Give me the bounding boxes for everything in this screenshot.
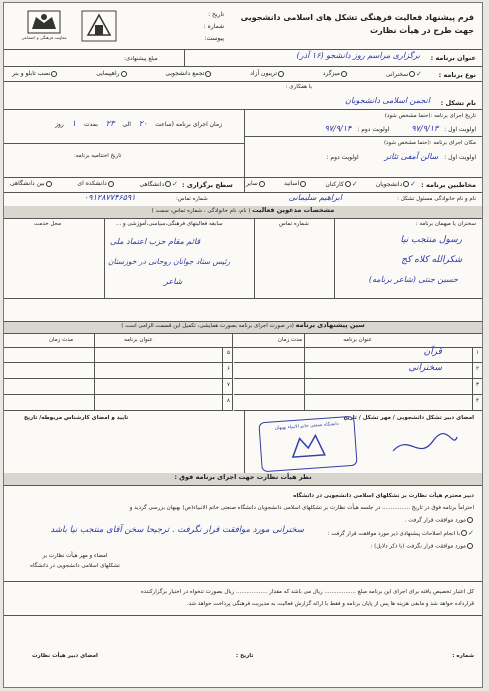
board-option-1[interactable] bbox=[405, 517, 474, 524]
speaker-name: شکرالله کلاه کج bbox=[401, 255, 462, 265]
speaker-row-3 bbox=[4, 275, 482, 295]
level-label: سطح برگزاری : bbox=[182, 181, 233, 189]
col-speaker-history: سابقه فعالیتهای فرهنگی،سیاسی،آموزشی و ... bbox=[116, 221, 223, 227]
type-option-1[interactable]: ✓سخنرانی bbox=[385, 70, 422, 78]
program-type-label: نوع برنامه : bbox=[438, 71, 476, 79]
subprogram-row bbox=[234, 347, 482, 363]
col-speaker-phone: شماره تماس bbox=[279, 221, 309, 227]
level-option-1[interactable]: ✓دانشگاهی bbox=[139, 180, 178, 188]
collab-label: با همکاری : bbox=[285, 84, 312, 90]
phone-value: ۰۹۱۲۸۷۷۴۶۵۹۱ bbox=[84, 193, 136, 202]
time-for: ۱ bbox=[71, 119, 77, 128]
board-option-2-handwritten: سخنرانی مورد موافقت قرار نگرفت . ترجیحا سخن آقای منتجب نیا باشد bbox=[50, 525, 304, 535]
board-title: نظر هیأت نظارت جهت اجرای برنامه فوق : bbox=[174, 473, 312, 481]
row-number: ۷ bbox=[227, 382, 230, 388]
time-to: ۲۳ bbox=[105, 119, 115, 128]
student-sign-label: امضای دبیر تشکل دانشجویی / مهر تشکل / تاریخ bbox=[343, 415, 474, 421]
program-title-value: برگزاری مراسم روز دانشجو (۱۶ آذر) bbox=[296, 51, 420, 60]
time-row bbox=[12, 119, 222, 129]
row-number: ۴ bbox=[476, 398, 479, 404]
audience-option-4[interactable]: سایر bbox=[246, 180, 266, 189]
level-options bbox=[10, 180, 178, 189]
footer-number-label: شماره : bbox=[452, 653, 474, 659]
form-title bbox=[224, 11, 474, 37]
stamp-text: دانشگاه صنعتی خاتم الانبیاء بهبهان bbox=[274, 421, 339, 432]
end-date-label: تاریخ اختتامیه برنامه: bbox=[74, 153, 122, 159]
audience-option-2[interactable]: ✓کارکنان bbox=[325, 180, 358, 188]
subprogram-title: سین پیشنهادی برنامه bbox=[295, 321, 365, 329]
subprogram-row bbox=[234, 363, 482, 379]
type-option-2[interactable]: میزگرد bbox=[323, 70, 348, 79]
footer-line-2: قرارداده خواهد شد و مابقی هزینه ها پس از پایان برنامه و فقط با ارائه گزارش فعالیت به مدیریت فرهنگی پرداخت خواهد شد. bbox=[186, 601, 474, 607]
place1-label: اولویت اول : bbox=[444, 154, 476, 161]
board-addressee: دبیر محترم هیأت نظارت بر تشکلهای اسلامی دانشجویی در دانشگاه bbox=[293, 493, 474, 499]
time-for-label: بمدت bbox=[83, 121, 98, 128]
col-speaker-workplace: محل خدمت bbox=[34, 221, 62, 227]
ministry-logo bbox=[80, 9, 118, 43]
board-stamp-line2: تشکلهای اسلامی دانشجویی در دانشگاه bbox=[30, 563, 120, 569]
subprogram-row bbox=[234, 379, 482, 395]
date-label: تاریخ : bbox=[208, 11, 224, 18]
budget-label: مبلغ پیشنهادی: bbox=[124, 56, 158, 62]
row-number: ۱ bbox=[476, 350, 479, 356]
signature-mark bbox=[389, 431, 459, 461]
program-type-options bbox=[12, 70, 422, 79]
speaker-history: رئیس ستاد جوانان روحانی در خوزستان bbox=[108, 257, 231, 266]
board-body: احتراماً برنامه فوق در تاریخ ................ در جلسه هیأت نظارت بر تشکلهای اسلامی دانشجویان دانشگاه صنعتی خاتم الانبیاء(ص) بهبهان بررسی گردید و bbox=[129, 505, 474, 511]
title-line-2: جهت طرح در هیأت نظارت bbox=[370, 26, 474, 35]
priority1-value: ۹۷/۹/۱۳ bbox=[411, 124, 439, 133]
form-page bbox=[3, 2, 483, 688]
audience-options bbox=[246, 180, 416, 189]
time-from: ۲۰ bbox=[138, 119, 148, 128]
priority2-label: اولویت دوم : bbox=[357, 126, 390, 133]
logo-text-2: و اجتماعی bbox=[21, 35, 39, 40]
type-option-3[interactable]: تریبون آزاد bbox=[250, 70, 285, 79]
col-subprogram-duration: مدت زمان bbox=[277, 337, 302, 343]
row-number: ۸ bbox=[227, 398, 230, 404]
speaker-name: حسین جنتی (شاعر برنامه) bbox=[368, 275, 458, 284]
priority2-value: ۹۷/۹/۱۴ bbox=[324, 124, 352, 133]
time-to-label: الی bbox=[122, 121, 131, 128]
type-option-5[interactable]: راهپیمایی bbox=[96, 70, 127, 79]
board-option-3-label: مورد موافقت قرار نگرفت (با ذکر دلایل) : bbox=[370, 543, 466, 550]
speakers-header bbox=[4, 206, 482, 218]
speaker-name: رسول منتجب نیا bbox=[400, 235, 462, 245]
time-unit: روز bbox=[55, 121, 64, 128]
row-title: قرآن bbox=[423, 347, 442, 357]
responsible-label: نام و نام خانوادگی مسئول تشکل : bbox=[397, 196, 476, 202]
university-stamp bbox=[258, 416, 357, 473]
board-option-2[interactable]: ✓با انجام اصلاحات پیشنهادی ذیر مورد موافقت قرار گرفت : bbox=[327, 529, 474, 537]
speaker-row-1 bbox=[4, 235, 482, 255]
footer-date-label: تاریخ : bbox=[236, 653, 254, 659]
place2-label: اولویت دوم : bbox=[326, 154, 359, 161]
phone-label: شماره تماس: bbox=[176, 196, 208, 202]
speakers-title: مشخصات مدعوین فعالیت bbox=[252, 206, 335, 214]
logo-caption bbox=[14, 35, 74, 40]
place-priorities bbox=[246, 152, 476, 162]
time-label: زمان اجرای برنامه (ساعت bbox=[155, 121, 222, 128]
audience-option-3[interactable]: اساتید bbox=[284, 180, 307, 189]
subprogram-rows-left bbox=[4, 347, 233, 411]
expert-sign-label: تایید و امضای کارشناس مربوطه/ تاریخ bbox=[24, 415, 129, 421]
speaker-history: شاعر bbox=[164, 277, 183, 286]
program-title-label: عنوان برنامه : bbox=[430, 54, 476, 62]
org-value: انجمن اسلامی دانشجویان bbox=[344, 96, 430, 105]
org-label: نام تشکل : bbox=[440, 99, 476, 107]
col-subprogram-duration-left: مدت زمان bbox=[49, 337, 74, 343]
attachment-label: پیوست: bbox=[204, 35, 224, 42]
board-option-3[interactable] bbox=[371, 543, 474, 550]
type-option-4[interactable]: تجمع دانشجویی bbox=[165, 70, 212, 79]
level-option-3[interactable]: بین دانشگاهی bbox=[10, 180, 53, 189]
place-label: مکان اجرای برنامه :(حتما مشخص شود) bbox=[383, 140, 476, 146]
priority1-label: اولویت اول : bbox=[444, 126, 476, 133]
footer-sign-label: امضای دبیر هیأت نظارت bbox=[32, 653, 98, 659]
board-header bbox=[4, 473, 482, 485]
board-option-1-label: مورد موافقت قرار گرفت . bbox=[404, 517, 466, 524]
title-line-1: فرم پیشنهاد فعالیت فرهنگی تشکل های اسلامی دانشجویی bbox=[240, 13, 474, 22]
footer-line-1: کل اعتبار تخصیص یافته برای اجرای این برنامه مبلغ .................. ریال می باشد که مقدار .................. ریال بصورت تنخواه در اختیار برگزارکننده bbox=[140, 589, 474, 595]
speaker-history: قائم مقام حزب اعتماد ملی bbox=[110, 237, 201, 246]
col-subprogram-title: عنوان برنامه bbox=[343, 337, 372, 343]
place1-value: سالن آمفی تئاتر bbox=[384, 152, 439, 161]
subprogram-row bbox=[234, 395, 482, 411]
responsible-value: ابراهیم سلیمانی bbox=[288, 193, 342, 202]
subprogram-header bbox=[4, 321, 482, 333]
type-option-6[interactable]: نصب تابلو و بنر bbox=[12, 70, 58, 79]
number-label: شماره : bbox=[203, 23, 224, 30]
board-stamp-line1: امضاء و مهر هیأت نظارت بر bbox=[42, 553, 108, 559]
row-title: سخنرانی bbox=[408, 363, 442, 373]
header-meta bbox=[144, 9, 224, 45]
speakers-hint: ( نام، نام خانوادگی ، شماره تماس، سمت ) bbox=[151, 208, 251, 214]
row-number: ۲ bbox=[476, 366, 479, 372]
row-number: ۳ bbox=[476, 382, 479, 388]
logo-text-1: معاونت فرهنگی bbox=[40, 35, 67, 40]
subprogram-row bbox=[4, 395, 233, 411]
exec-priorities bbox=[246, 124, 476, 134]
subprogram-rows-right bbox=[234, 347, 482, 411]
subprogram-row bbox=[4, 363, 233, 379]
exec-date-label: تاریخ اجرای برنامه :(حتما مشخص شود) bbox=[384, 113, 476, 119]
col-subprogram-title-left: عنوان برنامه bbox=[124, 337, 153, 343]
board-stamp-area bbox=[20, 551, 130, 571]
speaker-row-2 bbox=[4, 255, 482, 275]
row-number: ۶ bbox=[227, 366, 230, 372]
row-number: ۵ bbox=[227, 350, 230, 356]
audience-label: مخاطبین برنامه : bbox=[421, 181, 476, 189]
level-option-2[interactable]: دانشکده ای bbox=[77, 180, 114, 189]
subprogram-row bbox=[4, 347, 233, 363]
col-speaker-name: سخنران یا میهمان برنامه : bbox=[415, 221, 476, 227]
subprogram-row bbox=[4, 379, 233, 395]
university-logo bbox=[14, 9, 74, 47]
board-option-2-label: با انجام اصلاحات پیشنهادی ذیر مورد موافقت قرار گرفت : bbox=[327, 530, 461, 537]
subprogram-hint: (در صورت اجرای برنامه بصورت همایشی، تکمیل این قسمت الزامی است ) bbox=[121, 323, 294, 329]
audience-option-1[interactable]: ✓دانشجویان bbox=[375, 180, 416, 188]
